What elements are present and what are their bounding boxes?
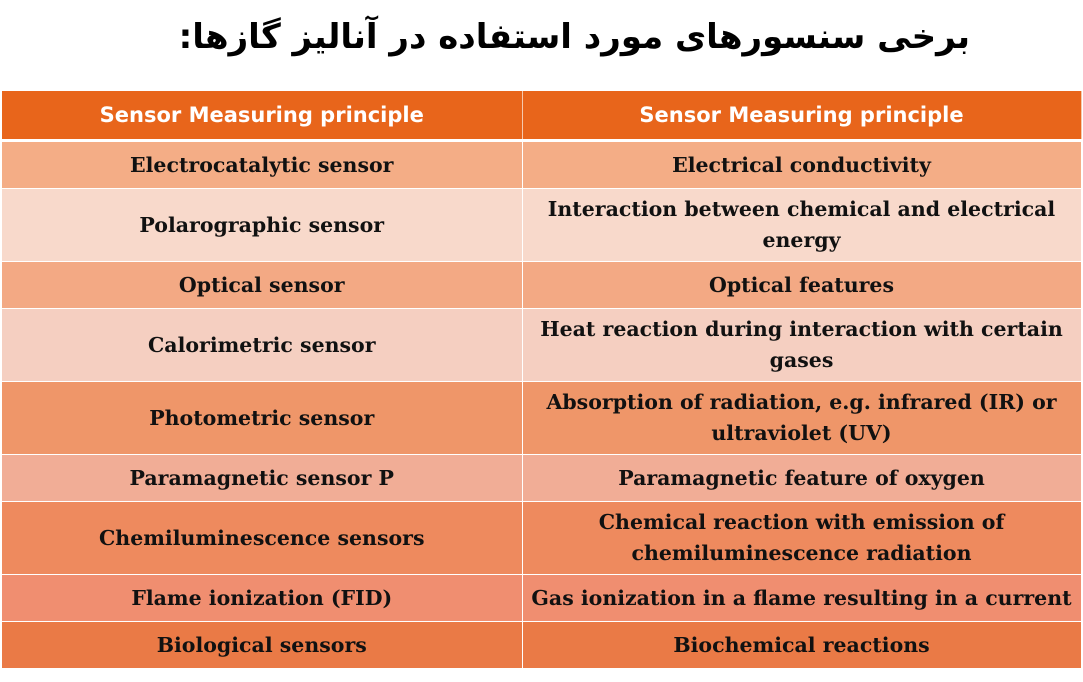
sensor-cell: Chemiluminescence sensors [2,502,522,575]
sensor-cell: Photometric sensor [2,382,522,455]
table-row [2,309,1081,382]
principle-cell: Interaction between chemical and electrical energy [522,189,1081,262]
principle-cell: Gas ionization in a flame resulting in a current [522,575,1081,622]
table-row [2,262,1081,309]
table-row [2,455,1081,502]
sensor-table [2,91,1082,669]
table-header-row [2,91,1081,141]
table-row [2,189,1081,262]
principle-cell: Electrical conductivity [522,141,1081,189]
column-header: Sensor Measuring principle [2,91,522,141]
sensor-cell: Optical sensor [2,262,522,309]
principle-cell: Biochemical reactions [522,622,1081,669]
sensor-cell: Biological sensors [2,622,522,669]
table-row [2,141,1081,189]
table-row [2,575,1081,622]
table-row [2,502,1081,575]
sensor-cell: Flame ionization (FID) [2,575,522,622]
slide-title: برخی سنسورهای مورد استفاده در آنالیز گازها: [178,17,970,57]
principle-cell: Optical features [522,262,1081,309]
principle-cell: Paramagnetic feature of oxygen [522,455,1081,502]
sensor-cell: Electrocatalytic sensor [2,141,522,189]
sensor-cell: Calorimetric sensor [2,309,522,382]
principle-cell: Absorption of radiation, e.g. infrared (IR) or ultraviolet (UV) [522,382,1081,455]
sensor-cell: Paramagnetic sensor P [2,455,522,502]
principle-cell: Heat reaction during interaction with certain gases [522,309,1081,382]
table-row [2,382,1081,455]
column-header: Sensor Measuring principle [522,91,1081,141]
sensor-cell: Polarographic sensor [2,189,522,262]
principle-cell: Chemical reaction with emission of chemiluminescence radiation [522,502,1081,575]
table-row [2,622,1081,669]
